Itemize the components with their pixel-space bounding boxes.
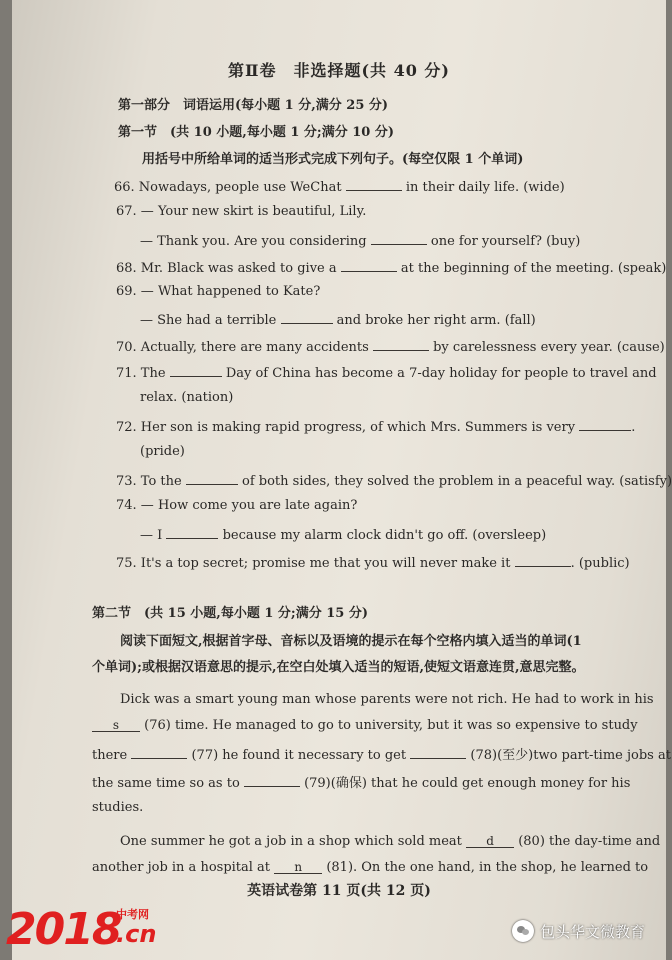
- question-75: 75. It's a top secret; promise me that you will never make it . (public): [116, 556, 630, 571]
- passage-line-7: another job in a hospital at n (81). On the one hand, in the shop, he learned to: [92, 860, 649, 875]
- part1-heading: 第一部分 词语运用(每小题 1 分,满分 25 分): [118, 98, 389, 113]
- passage-line-1: Dick was a smart young man whose parents were not rich. He had to work in his: [120, 692, 654, 707]
- answer-blank: s: [92, 719, 140, 732]
- question-70: 70. Actually, there are many accidents by carelessness every year. (cause): [116, 340, 665, 355]
- answer-blank: [373, 338, 429, 351]
- answer-blank: [515, 554, 571, 567]
- answer-blank: d: [466, 835, 514, 848]
- question-72-line1: 72. Her son is making rapid progress, of which Mrs. Summers is very .: [116, 420, 636, 435]
- watermark-text: 包头华文微教育: [540, 922, 646, 941]
- question-67-line1: 67. — Your new skirt is beautiful, Lily.: [116, 204, 367, 219]
- site-logo-year: 2018: [6, 904, 121, 955]
- question-69-line1: 69. — What happened to Kate?: [116, 284, 321, 299]
- wechat-icon: [512, 920, 534, 942]
- question-73: 73. To the of both sides, they solved the problem in a peaceful way. (satisfy): [116, 474, 672, 489]
- section1-heading: 第一节 (共 10 小题,每小题 1 分;满分 10 分): [118, 125, 395, 140]
- page-footer: 英语试卷第 11 页(共 12 页): [247, 883, 431, 899]
- answer-blank: [131, 746, 187, 759]
- question-74-line2: — I because my alarm clock didn't go off. (oversleep): [140, 528, 547, 543]
- answer-blank: [371, 232, 427, 245]
- section2-heading: 第二节 (共 15 小题,每小题 1 分;满分 15 分): [92, 606, 369, 621]
- answer-blank: n: [274, 861, 322, 874]
- page-title: 第Ⅱ卷 非选择题(共 40 分): [227, 61, 451, 80]
- answer-blank: [579, 418, 631, 431]
- exam-page: [12, 0, 672, 960]
- answer-blank: [170, 364, 222, 377]
- question-72-line2: (pride): [140, 444, 185, 459]
- question-71-line2: relax. (nation): [140, 390, 234, 405]
- answer-blank: [281, 311, 333, 324]
- question-67-line2: — Thank you. Are you considering one for yourself? (buy): [140, 234, 581, 249]
- answer-blank: [341, 259, 397, 272]
- passage-line-5: studies.: [92, 800, 144, 815]
- site-logo-domain: .cn: [116, 920, 157, 948]
- question-66: 66. Nowadays, people use WeChat in their daily life. (wide): [114, 180, 565, 195]
- site-logo-label: 中考网: [116, 908, 149, 921]
- section2-instruction-line2: 个单词);或根据汉语意思的提示,在空白处填入适当的短语,使短文语意连贯,意思完整。: [92, 660, 585, 675]
- question-68: 68. Mr. Black was asked to give a at the beginning of the meeting. (speak): [116, 261, 667, 276]
- answer-blank: [410, 746, 466, 759]
- passage-line-6: One summer he got a job in a shop which sold meat d (80) the day-time and: [120, 834, 661, 849]
- answer-blank: [166, 526, 218, 539]
- question-69-line2: — She had a terrible and broke her right arm. (fall): [140, 313, 536, 328]
- question-71-line1: 71. The Day of China has become a 7-day holiday for people to travel and: [116, 366, 657, 381]
- passage-line-3: there (77) he found it necessary to get (78)(至少)two part-time jobs at: [92, 748, 671, 763]
- watermark: [512, 920, 645, 942]
- passage-line-2: s (76) time. He managed to go to university, but it was so expensive to study: [92, 718, 638, 734]
- answer-blank: [186, 472, 238, 485]
- question-74-line1: 74. — How come you are late again?: [116, 498, 358, 513]
- answer-blank: [346, 178, 402, 191]
- section1-instruction: 用括号中所给单词的适当形式完成下列句子。(每空仅限 1 个单词): [142, 152, 524, 167]
- answer-blank: [244, 774, 300, 787]
- section2-instruction-line1: 阅读下面短文,根据首字母、音标以及语境的提示在每个空格内填入适当的单词(1: [120, 634, 582, 649]
- passage-line-4: the same time so as to (79)(确保) that he could get enough money for his: [92, 776, 631, 791]
